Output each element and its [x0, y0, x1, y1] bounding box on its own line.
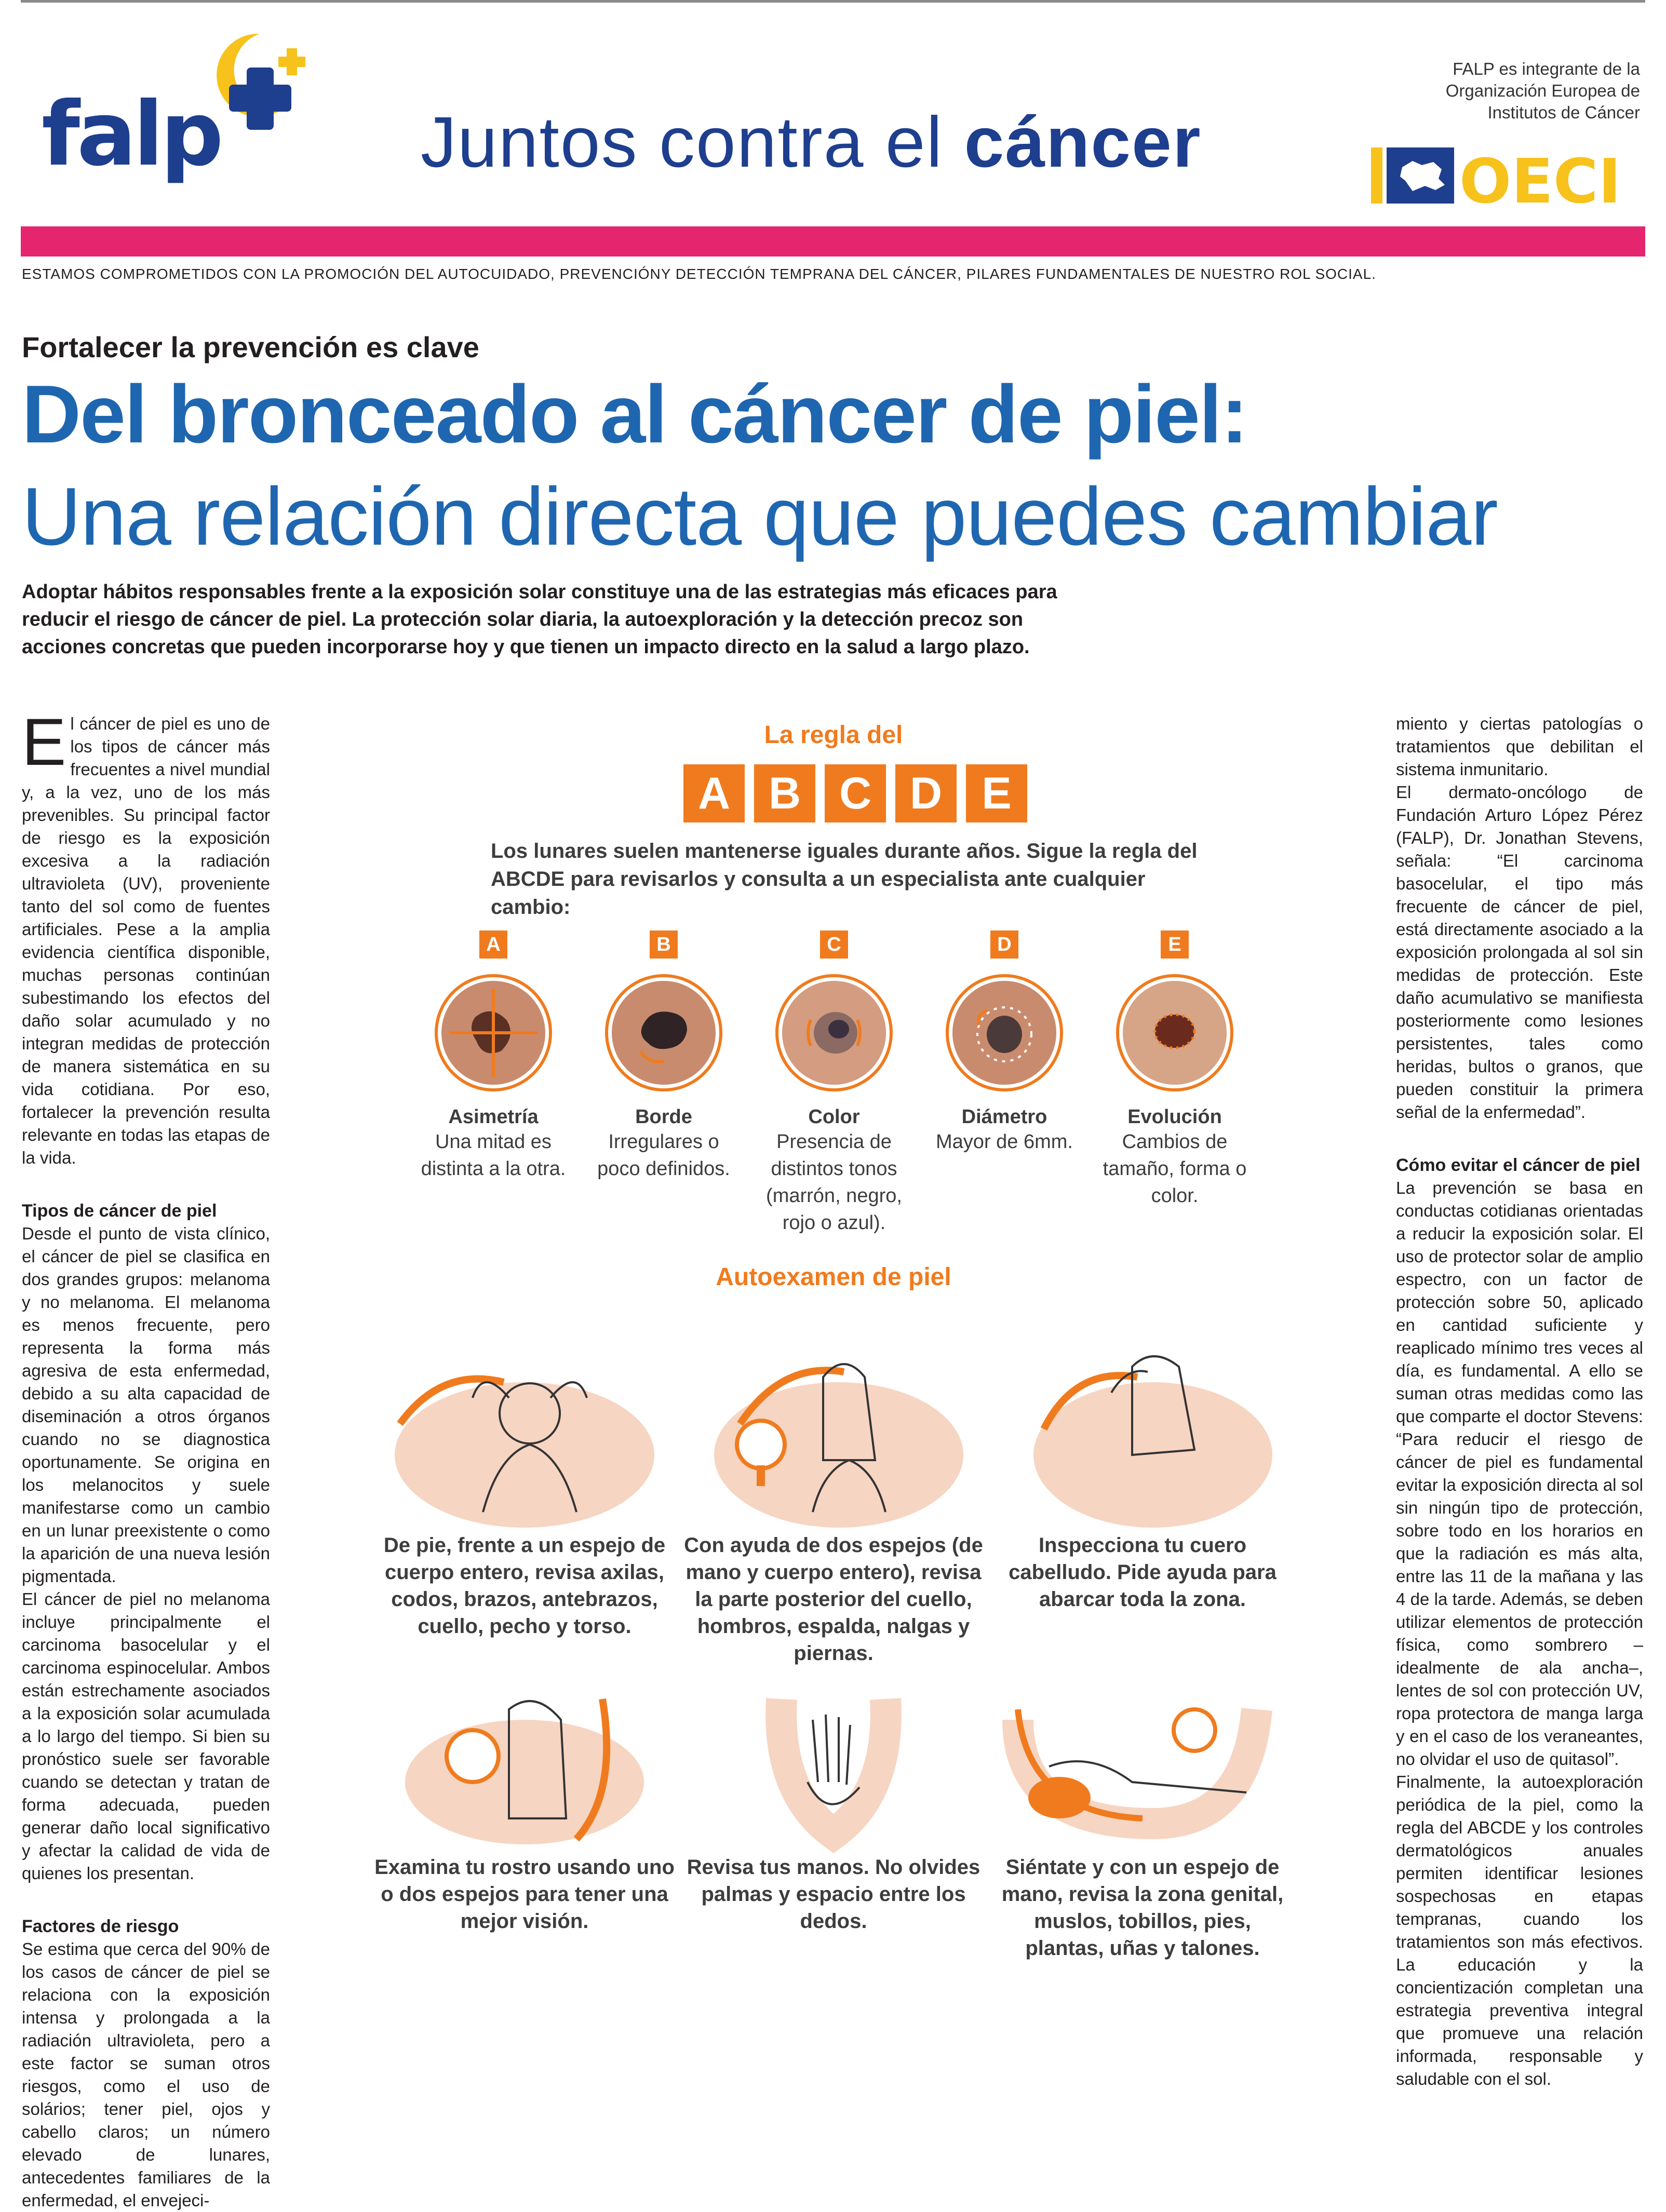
exam-step-2	[683, 1336, 984, 1667]
left-column	[22, 705, 270, 2212]
right-paragraph-1: miento y ciertas patologías o tratamientos que debilitan el sistema inmunitario.	[1396, 714, 1643, 779]
falp-logo	[42, 29, 395, 184]
exam-step-text: De pie, frente a un espejo de cuerpo entero, revisa axilas, codos, brazos, antebrazos, cuello, pecho y torso.	[383, 1534, 666, 1638]
right-paragraph-4: Finalmente, la autoexploración periódica de la piel, como la regla del ABCDE y los controles dermatológicos anuales permiten identificar lesiones sospechosas en etapas tempranas, cuando los tratamientos son más efectivos. La educación y la concientización completan una estrategia preventiva integral que promueve una relación informada, responsable y saludable con el sol.	[1396, 1772, 1643, 2088]
criterion-name: Evolución	[1127, 1106, 1222, 1128]
criterion-desc: Presencia de distintos tonos (marrón, negro, rojo o azul).	[766, 1131, 902, 1234]
tagline-bold: cáncer	[964, 102, 1202, 182]
letter-box-e: E	[966, 764, 1027, 822]
left-paragraph-4: Se estima que cerca del 90% de los casos de cáncer de piel se relaciona con la exposición intensa y prolongada a la radiación ultravioleta, pero a este factor se suman otros riesgos, como el uso de solários; tener piel, ojos y cabello claros; un número elevado de lunares, antecedentes familiares de la enfermedad, el envejeci-	[22, 1939, 270, 2210]
criterion-name: Borde	[635, 1106, 692, 1128]
exam-step-text: Revisa tus manos. No olvides palmas y espacio entre los dedos.	[687, 1856, 980, 1933]
left-paragraph-1-text: l cáncer de piel es uno de los tipos de cáncer más frecuentes a nivel mundial y, a la vez, uno de los más prevenibles. Su principal factor de riesgo es la exposición excesiva a la radiación ultravioleta (UV), proveniente tanto del sol como de fuentes artificiales. Pese a la amplia evidencia científica disponible, muchas personas continúan subestimando los efectos del daño solar acumulado y no integran medidas de protección de manera sistemática en su vida cotidiana. Por eso, fortalecer la prevención resulta relevante en todas las etapas de la vida.	[22, 714, 270, 1167]
oeci-wordmark: OECI	[1459, 145, 1621, 217]
woman-face-mirror-icon	[379, 1689, 670, 1844]
criterion-desc: Mayor de 6mm.	[936, 1131, 1073, 1153]
article-title: Del bronceado al cáncer de piel:	[22, 369, 1247, 460]
criterion-diametro	[926, 930, 1082, 1155]
right-paragraph-2: El dermato-oncólogo de Fundación Arturo López Pérez (FALP), Dr. Jonathan Stevens, señala: “El carcinoma basocelular, el tipo más frecuente de cáncer de piel, está directamente asociado a la exposición prolongada al sol sin medidas de protección. Este daño acumulativo se manifiesta posteriormente como lesiones persistentes, tales como heridas, bultos o granos, que pueden constituir la primera señal de la enfermedad”.	[1396, 783, 1643, 1122]
mole-diameter-icon	[945, 973, 1064, 1092]
abcde-infographic	[291, 712, 1376, 2031]
criterion-asimetria	[415, 930, 571, 1182]
left-paragraph-3: El cáncer de piel no melanoma incluye principalmente el carcinoma basocelular y el carcinoma espinocelular. Ambos están estrechamente asociados a la exposición solar acumulada a lo largo del tiempo. Si bien su pronóstico suele ser favorable cuando se detectan y tratan de forma adecuada, pueden generar daño local significativo y afectar la calidad de vida de quienes los presentan.	[22, 1589, 270, 1883]
heading-tipos: Tipos de cáncer de piel	[22, 1201, 217, 1221]
self-exam-title: Autoexamen de piel	[716, 1263, 951, 1291]
mole-border-icon	[604, 973, 723, 1092]
exam-step-text: Examina tu rostro usando uno o dos espejos para tener una mejor visión.	[374, 1856, 675, 1933]
top-rule	[21, 0, 1645, 3]
mission-statement: ESTAMOS COMPROMETIDOS CON LA PROMOCIÓN DEL AUTOCUIDADO, PREVENCIÓNY DETECCIÓN TEMPRANA DEL CÁNCER, PILARES FUNDAMENTALES DE NUESTRO ROL SOCIAL.	[22, 266, 1376, 282]
criterion-color	[756, 930, 912, 1236]
criterion-letter: B	[650, 930, 678, 959]
criterion-letter: D	[990, 930, 1018, 959]
article-subtitle: Una relación directa que puedes cambiar	[22, 471, 1498, 562]
exam-step-5	[683, 1689, 984, 1935]
criterion-desc: Irregulares o poco definidos.	[597, 1131, 730, 1180]
letter-box-d: D	[895, 764, 957, 822]
criterion-evolucion	[1097, 930, 1253, 1209]
letter-box-a: A	[683, 764, 745, 822]
tagline	[421, 101, 1202, 184]
article-kicker: Fortalecer la prevención es clave	[22, 331, 479, 363]
exam-step-text: Siéntate y con un espejo de mano, revisa la zona genital, muslos, tobillos, pies, plantas, uñas y talones.	[1001, 1856, 1284, 1960]
letter-box-c: C	[825, 764, 886, 822]
criterion-name: Color	[808, 1106, 860, 1128]
falp-wordmark: falp	[42, 83, 221, 186]
criterion-desc: Una mitad es distinta a la otra.	[421, 1131, 566, 1180]
woman-scalp-check-icon	[997, 1336, 1288, 1522]
exam-step-4	[374, 1689, 675, 1935]
criterion-desc: Cambios de tamaño, forma o color.	[1103, 1131, 1247, 1207]
woman-seated-mirror-icon	[997, 1689, 1288, 1844]
right-paragraph-3: La prevención se basa en conductas cotidianas orientadas a reducir la exposición solar. El uso de protector solar de amplio espectro, con un factor de protección sobre 50, aplicado en cantidad suficiente y reaplicado mínimo tres veces al día, es fundamental. A ello se suman otras medidas como las que comparte el doctor Stevens: “Para reducir el riesgo de cáncer de piel es fundamental evitar la exposición directa al sol sin ningún tipo de protección, sobre todo en los horarios en que la radiación es más alta, entre las 11 de la mañana y las 4 de la tarde. Además, se deben utilizar elementos de protección física, como sombrero –idealmente de ala ancha–, lentes de sol con protección UV, ropa protectora de manga larga y en el caso de los veraneantes, no olvidar el uso de quitasol”.	[1396, 1178, 1643, 1769]
criterion-name: Asimetría	[448, 1106, 539, 1128]
exam-step-3	[992, 1336, 1293, 1613]
pink-bar	[21, 226, 1645, 257]
oeci-note: FALP es integrante de la Organización Europea de Institutos de Cáncer	[1445, 59, 1640, 122]
criterion-letter: A	[479, 930, 507, 959]
tagline-prefix: Juntos contra el	[421, 102, 944, 182]
left-paragraph-1	[22, 705, 270, 1169]
woman-two-mirrors-icon	[688, 1336, 979, 1522]
heading-como-evitar: Cómo evitar el cáncer de piel	[1396, 1155, 1641, 1175]
mole-asymmetry-icon	[434, 973, 553, 1092]
hands-check-icon	[688, 1689, 979, 1844]
abcde-intro: Los lunares suelen mantenerse iguales durante años. Sigue la regla del ABCDE para revisarlos y consulta a un especialista ante cualquier cambio:	[491, 840, 1198, 919]
letter-box-b: B	[754, 764, 815, 822]
criterion-letter: E	[1161, 930, 1189, 959]
heading-factores: Factores de riesgo	[22, 1917, 179, 1936]
oeci-logo	[1371, 136, 1641, 217]
criterion-letter: C	[820, 930, 848, 959]
exam-step-6	[992, 1689, 1293, 1962]
criterion-name: Diámetro	[961, 1106, 1047, 1128]
left-paragraph-2: Desde el punto de vista clínico, el cáncer de piel se clasifica en dos grandes grupos: melanoma y no melanoma. El melanoma es menos frecuente, pero representa la forma más agresiva de esta enfermedad, debido a su alta capacidad de diseminación a otros órganos cuando no se diagnostica oportunamente. Se origina en los melanocitos y suele manifestarse como un cambio en un lunar preexistente o como la aparición de una nueva lesión pigmentada.	[22, 1224, 270, 1586]
criterion-borde	[586, 930, 742, 1182]
exam-step-1	[374, 1336, 675, 1640]
article-lead: Adoptar hábitos responsables frente a la exposición solar constituye una de las estrategias más eficaces para reducir el riesgo de cáncer de piel. La protección solar diaria, la autoexploración y la detección precoz son acciones concretas que pueden incorporarse hoy y que tienen un impacto directo en la salud a largo plazo.	[22, 581, 1057, 658]
dropcap: E	[22, 705, 66, 779]
woman-mirror-front-icon	[379, 1336, 670, 1522]
rule-title: La regla del	[764, 721, 903, 749]
exam-step-text: Inspecciona tu cuero cabelludo. Pide ayuda para abarcar toda la zona.	[1009, 1534, 1277, 1611]
mole-evolution-icon	[1115, 973, 1234, 1092]
exam-step-text: Con ayuda de dos espejos (de mano y cuerpo entero), revisa la parte posterior del cuello, hombros, espalda, nalgas y piernas.	[684, 1534, 983, 1665]
abcde-letters	[683, 764, 1027, 822]
mole-color-icon	[774, 973, 894, 1092]
right-column	[1396, 712, 1643, 2090]
